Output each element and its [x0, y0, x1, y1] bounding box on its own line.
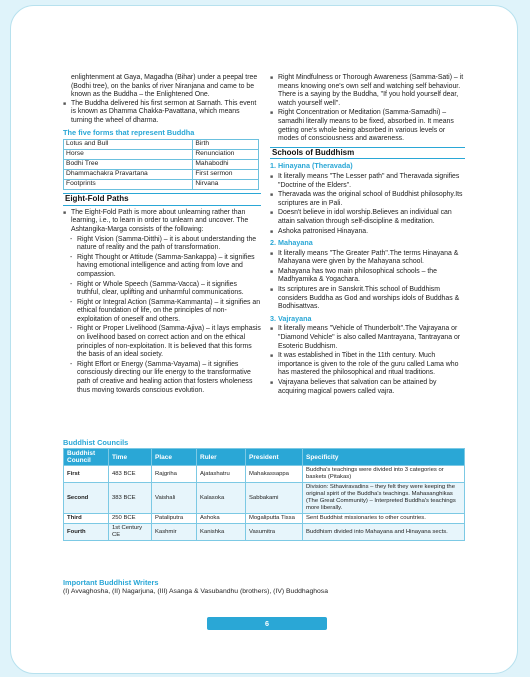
list-item: ■ It was established in Tibet in the 11th century. Much importance is given to the role of the guru called Lama who has mastered the philosophical and ritual traditions.: [270, 352, 465, 378]
list-item: - Right or Integral Action (Samma-Kammanta) – it signifies an ethical foundation of life, on the principles of non-exploitation of oneself and others.: [63, 299, 261, 325]
column-header: Place: [152, 449, 197, 466]
list-item: ■ Right Mindfulness or Thorough Awareness (Samma-Sati) – it means knowing one's own self and watching self behaviour. There is a saying by the Buddha, "If you hold yourself dear, watch yourself well".: [270, 74, 465, 108]
table-row: Lotus and Bull Birth: [64, 140, 259, 150]
writers-title: Important Buddhist Writers: [63, 578, 159, 587]
list-item: - Right Thought or Attitude (Samma-Sankappa) – it signifies having emotional intelligence and acting from love and compassion.: [63, 254, 261, 280]
forms-title: The five forms that represent Buddha: [63, 127, 195, 137]
table-row: Second 383 BCE Vaishali Kalasoka Sabbakami Division: Sthaviravadins – they felt they were keeping the original spirit of the Buddha's teachings. Mahasanghikas (The Great Community) – Interpreted Buddha's teachings more liberally.: [64, 483, 465, 514]
list-item: - Right Effort or Energy (Samma-Vayama) – it signifies consciously directing our life energy to the transformative path of creative and healing action that fosters wholeness thus moving towards conscious evolution.: [63, 361, 261, 395]
list-item: ■ Ashoka patronised Hinayana.: [270, 228, 465, 237]
list-item: ■ Theravada was the original school of Buddhist philosophy.Its scriptures are in Pali.: [270, 191, 465, 208]
page: [10, 5, 518, 674]
right-column: [270, 74, 465, 397]
table-row: First 483 BCE Rajgriha Ajatashatru Mahakassappa Buddha's teachings were divided into 3 categories or baskets (Pitakas): [64, 466, 465, 483]
councils-title: Buddhist Councils: [63, 438, 129, 447]
column-header: Ruler: [197, 449, 246, 466]
list-item: ■ It literally means "The Greater Path".The terms Hinayana & Mahayana were given by the Mahayana school.: [270, 250, 465, 267]
list-item: - Right or Proper Livelihood (Samma-Ajiva) – it lays emphasis on livelihood based on correct action and on the ethical principles of non-exploitation. It is believed that this forms the basis of an ideal society.: [63, 325, 261, 359]
left-column: [63, 74, 261, 396]
table-row: Dhammachakra Pravartana First sermon: [64, 170, 259, 180]
list-item: ■ Mahayana has two main philosophical schools – the Madhyamika & Yogachara.: [270, 268, 465, 285]
vajrayana-title: 3. Vajrayana: [270, 313, 312, 323]
list-item: ■ It literally means "The Lesser path" and Theravada signifies "Doctrine of the Elders".: [270, 173, 465, 190]
councils-table: [63, 448, 465, 541]
list-item: ■ Right Concentration or Meditation (Samma-Samadhi) – samadhi literally means to be fixed, absorbed in. It means getting one's whole being absorbed in various levels or modes of consciousness and awareness.: [270, 109, 465, 143]
hinayana-title: 1. Hinayana (Theravada): [270, 161, 353, 171]
eightfold-intro: ■ The Eight-Fold Path is more about unlearning rather than learning, i.e., to learn in order to unlearn and uncover. The Ashtangika-Marga consists of the following:: [63, 209, 261, 235]
table-row: Fourth 1st Century CE Kashmir Kanishka Vasumitra Buddhism divided into Mahayana and Hinayana sects.: [64, 524, 465, 541]
table-row: Third 250 BCE Pataliputra Ashoka Mogaliputta Tissa Sent Buddhist missionaries to other countries.: [64, 514, 465, 524]
column-header: President: [246, 449, 303, 466]
table-row: Footprints Nirvana: [64, 180, 259, 190]
column-header: Buddhist Council: [64, 449, 109, 466]
schools-title: Schools of Buddhism: [270, 147, 465, 160]
mahayana-title: 2. Mahayana: [270, 238, 313, 248]
intro-continuation: enlightenment at Gaya, Magadha (Bihar) under a peepal tree (Bodhi tree), on the banks of river Niranjana and came to be known as the Buddha – the Enlightened One.: [71, 74, 258, 99]
eightfold-title: Eight-Fold Paths: [63, 193, 261, 206]
list-item: ■ Vajrayana believes that salvation can be attained by acquiring magical powers called vajra.: [270, 379, 465, 396]
table-row: Bodhi Tree Mahabodhi: [64, 160, 259, 170]
table-row: Horse Renunciation: [64, 150, 259, 160]
forms-table: [63, 139, 259, 190]
list-item: ■ Its scriptures are in Sanskrit.This school of Buddhism considers Buddha as God and worships idols of Buddhas & Bodhisattvas.: [270, 286, 465, 312]
page-number-bar: [207, 617, 327, 630]
list-item: ■ Doesn't believe in idol worship.Believes an individual can attain salvation through self-discipline & meditation.: [270, 209, 465, 226]
column-header: Specificity: [303, 449, 465, 466]
list-item: - Right Vision (Samma-Ditthi) – it is about understanding the nature of reality and the path of transformation.: [63, 236, 261, 253]
list-item: - Right or Whole Speech (Samma-Vacca) – it signifies truthful, clear, uplifting and unharmful communications.: [63, 281, 261, 298]
list-item: ■ It literally means "Vehicle of Thunderbolt".The Vajrayana or "Diamond Vehicle" is also called Mantrayana, Tantrayana or Esoteric Buddhism.: [270, 325, 465, 351]
list-item: ■ The Buddha delivered his first sermon at Sarnath. This event is known as Dhamma Chakka-Pavattana, which means turning the wheel of dharma.: [63, 100, 261, 126]
column-header: Time: [109, 449, 152, 466]
writers-list: (I) Avvaghosha, (II) Nagarjuna, (III) Asanga & Vasubandhu (brothers), (IV) Buddhaghosa: [63, 588, 328, 595]
page-number: 6: [265, 619, 269, 628]
table-header-row: [64, 449, 465, 466]
